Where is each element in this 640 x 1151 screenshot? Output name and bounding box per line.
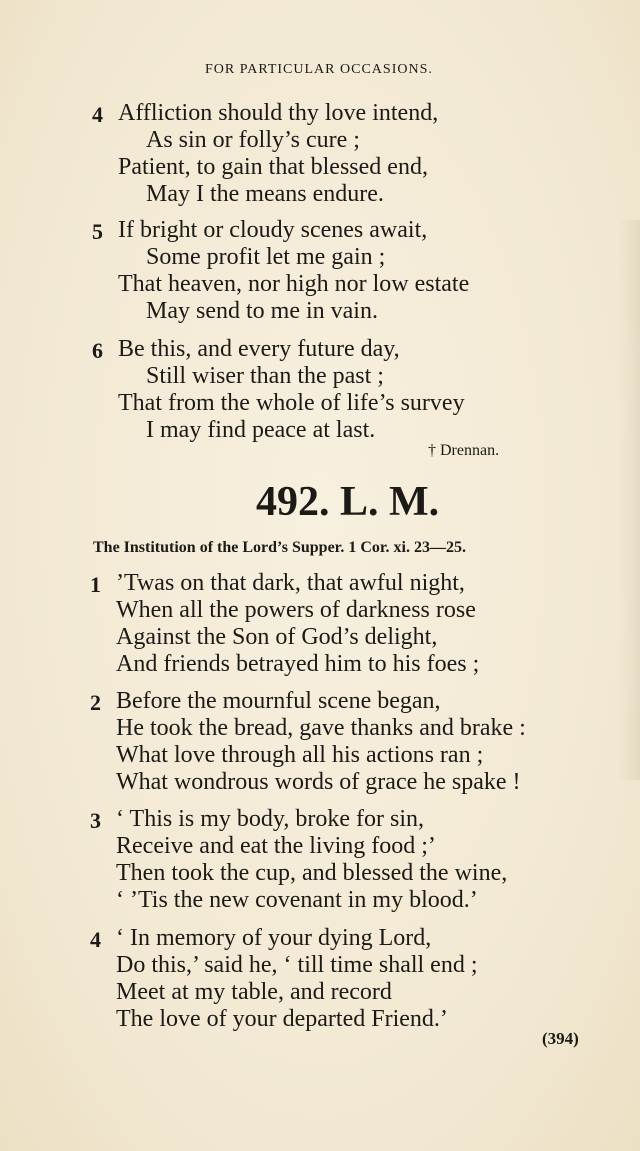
verse-line: Against the Son of God’s delight, bbox=[116, 624, 438, 650]
verse-line: What love through all his actions ran ; bbox=[116, 742, 484, 768]
verse-line: Receive and eat the living food ;’ bbox=[116, 833, 436, 859]
verse-line: Affliction should thy love intend, bbox=[118, 100, 439, 126]
verse-line: What wondrous words of grace he spake ! bbox=[116, 769, 521, 795]
verse-line: The love of your departed Friend.’ bbox=[116, 1006, 448, 1032]
verse-line: I may find peace at last. bbox=[146, 417, 376, 443]
verse-line: ‘ This is my body, broke for sin, bbox=[116, 806, 424, 832]
verse-line: ’Twas on that dark, that awful night, bbox=[116, 570, 465, 596]
verse-line: Be this, and every future day, bbox=[118, 336, 400, 362]
verse-line: Before the mournful scene began, bbox=[116, 688, 441, 714]
verse-line: That from the whole of life’s survey bbox=[118, 390, 465, 416]
verse-line: And friends betrayed him to his foes ; bbox=[116, 651, 480, 677]
verse-number: 6 bbox=[92, 338, 103, 363]
verse-line: Some profit let me gain ; bbox=[146, 244, 386, 270]
verse-line: Do this,’ said he, ‘ till time shall end ; bbox=[116, 952, 478, 978]
page-edge-shadow bbox=[618, 220, 640, 780]
verse-line: He took the bread, gave thanks and brake : bbox=[116, 715, 526, 741]
verse-number: 3 bbox=[90, 808, 101, 833]
verse-number: 1 bbox=[90, 572, 101, 597]
verse-line: ‘ In memory of your dying Lord, bbox=[116, 925, 432, 951]
verse-line: ‘ ’Tis the new covenant in my blood.’ bbox=[116, 887, 478, 913]
author-attribution: † Drennan. bbox=[428, 442, 500, 459]
verse-line: As sin or folly’s cure ; bbox=[146, 127, 360, 153]
verse-line: May send to me in vain. bbox=[146, 298, 378, 324]
verse-line: Meet at my table, and record bbox=[116, 979, 392, 1005]
verse-number: 4 bbox=[90, 927, 101, 952]
verse-line: Still wiser than the past ; bbox=[146, 363, 384, 389]
verse-line: Then took the cup, and blessed the wine, bbox=[116, 860, 508, 886]
verse-line: That heaven, nor high nor low estate bbox=[118, 271, 470, 297]
hymn-subtitle: The Institution of the Lord’s Supper. 1 Cor. xi. 23—25. bbox=[93, 539, 466, 556]
verse-number: 2 bbox=[90, 690, 101, 715]
hymn-title: 492. L. M. bbox=[256, 479, 440, 525]
running-head: FOR PARTICULAR OCCASIONS. bbox=[205, 62, 433, 77]
verse-line: When all the powers of darkness rose bbox=[116, 597, 476, 623]
verse-number: 5 bbox=[92, 219, 103, 244]
verse-number: 4 bbox=[92, 102, 103, 127]
page-number: (394) bbox=[542, 1029, 579, 1048]
verse-line: If bright or cloudy scenes await, bbox=[118, 217, 428, 243]
verse-line: Patient, to gain that blessed end, bbox=[118, 154, 428, 180]
verse-line: May I the means endure. bbox=[146, 181, 384, 207]
